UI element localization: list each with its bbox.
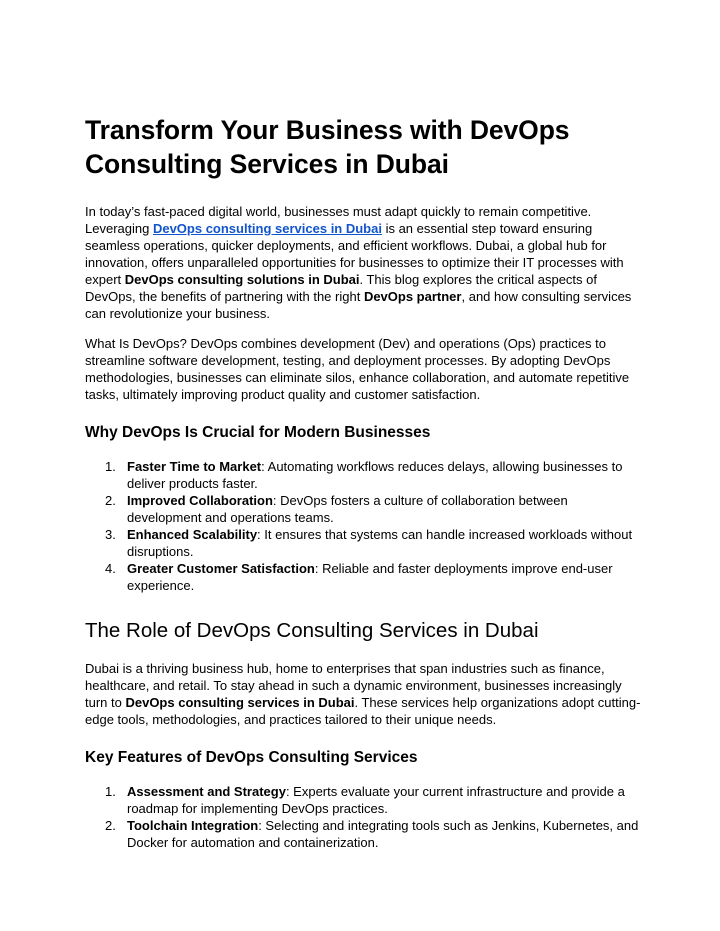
list-number: 1. xyxy=(105,784,116,799)
key-features-list xyxy=(85,783,645,851)
list-item xyxy=(85,526,645,560)
key-features-heading: Key Features of DevOps Consulting Services xyxy=(85,749,418,766)
list-item xyxy=(85,560,645,594)
list-number: 2. xyxy=(105,818,116,833)
list-item-title: Greater Customer Satisfaction xyxy=(127,561,315,576)
list-item-text: : Reliable and faster deployments improve end-user experience. xyxy=(127,561,613,593)
intro-text-b: is an essential step toward ensuring seamless operations, quicker deployments, and efficient workflows. Dubai, a global hub for innovation, offers unparalleled opportunities for businesses to optimize their IT processes with expert xyxy=(85,221,624,287)
intro-text-c: . This blog explores the critical aspects of DevOps, the benefits of partnering with the right xyxy=(85,272,597,304)
page-title: Transform Your Business with DevOps Consulting Services in Dubai xyxy=(85,115,570,179)
intro-bold-solutions: DevOps consulting solutions in Dubai xyxy=(124,272,360,287)
list-item-text: : DevOps fosters a culture of collaboration between development and operations teams. xyxy=(127,493,568,525)
intro-paragraph xyxy=(85,203,645,322)
role-paragraph xyxy=(85,660,645,728)
list-number: 4. xyxy=(105,561,116,576)
list-item xyxy=(85,783,645,817)
list-item-text: : Automating workflows reduces delays, allowing businesses to deliver products faster. xyxy=(127,459,623,491)
list-number: 2. xyxy=(105,493,116,508)
list-item xyxy=(85,492,645,526)
list-item-text: : Selecting and integrating tools such as Jenkins, Kubernetes, and Docker for automation and containerization. xyxy=(127,818,639,850)
list-item-text: : It ensures that systems can handle increased workloads without disruptions. xyxy=(127,527,633,559)
list-item xyxy=(85,458,645,492)
role-text-a: Dubai is a thriving business hub, home to enterprises that span industries such as finance, healthcare, and retail. To stay ahead in such a dynamic environment, businesses increasingly turn to xyxy=(85,661,622,710)
intro-bold-partner: DevOps partner xyxy=(363,289,462,304)
list-number: 3. xyxy=(105,527,116,542)
why-devops-heading: Why DevOps Is Crucial for Modern Businesses xyxy=(85,424,431,441)
list-item-text: : Experts evaluate your current infrastructure and provide a roadmap for implementing DevOps practices. xyxy=(127,784,625,816)
intro-text-d: , and how consulting services can revolutionize your business. xyxy=(85,289,632,321)
list-item-title: Improved Collaboration xyxy=(127,493,273,508)
why-devops-list xyxy=(85,458,645,594)
list-number: 1. xyxy=(105,459,116,474)
intro-text-a: In today’s fast-paced digital world, businesses must adapt quickly to remain competitive. Leveraging xyxy=(85,204,592,236)
role-section-heading: The Role of DevOps Consulting Services in Dubai xyxy=(85,619,539,642)
list-item-title: Toolchain Integration xyxy=(127,818,259,833)
list-item-title: Faster Time to Market xyxy=(127,459,262,474)
list-item-title: Assessment and Strategy xyxy=(127,784,286,799)
role-text-b: . These services help organizations adopt cutting-edge tools, methodologies, and practices tailored to their unique needs. xyxy=(85,695,641,727)
devops-consulting-link[interactable]: DevOps consulting services in Dubai xyxy=(152,221,382,236)
list-item xyxy=(85,817,645,851)
what-is-devops-paragraph: What Is DevOps? DevOps combines development (Dev) and operations (Ops) practices to streamline software development, testing, and deployment processes. By adopting DevOps methodologies, businesses can eliminate silos, enhance collaboration, and automate repetitive tasks, ultimately improving product quality and customer satisfaction. xyxy=(85,336,630,402)
document-body xyxy=(85,113,645,875)
role-bold-services: DevOps consulting services in Dubai xyxy=(125,695,355,710)
list-item-title: Enhanced Scalability xyxy=(127,527,258,542)
